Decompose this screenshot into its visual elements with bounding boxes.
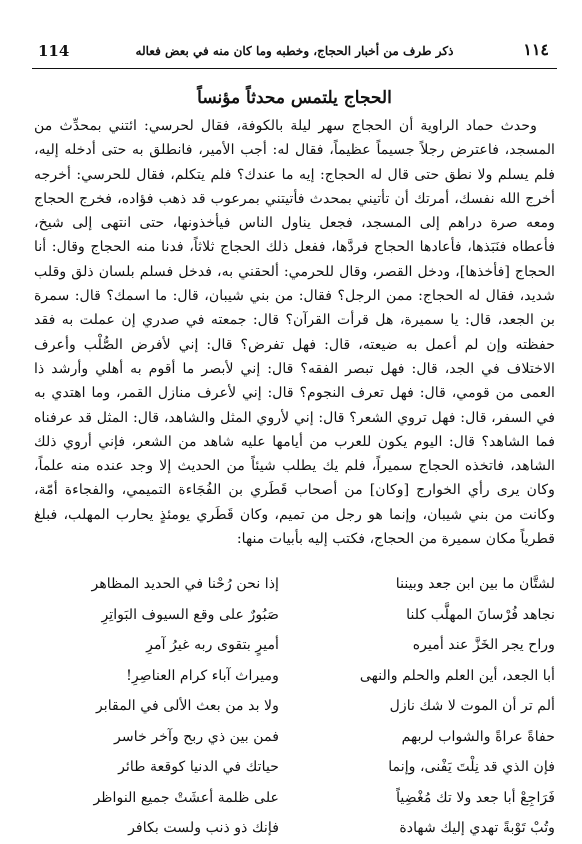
verse-second-half: فإنك ذو ذنب ولست بكافر [128,820,279,836]
verse-first-half: فإن الذي قد نِلْتَ يَفْنى، وإنما [388,759,555,775]
running-title: ذكر طرف من أخبار الحجاج، وخطبه وما كان منه في بعض فعاله [135,44,454,58]
verse-second-half: ولا بد من بعث الألى في المقابر [95,698,279,714]
verse-first-half: لشتَّان ما بين ابن جعد وبيننا [395,576,555,592]
verse [34,630,555,661]
page-number-latin: 114 [38,42,70,60]
verse-second-half: إذا نحن رُحْنا في الحديد المظاهر [91,576,279,592]
paragraph: وحدث حماد الراوية أن الحجاج سهر ليلة بالكوفة، فقال لحرسي: ائتني بمحدِّث من المسجد، فاعترض رجلاً جسيماً عظيماً، فقال له: أجب الأمير، فانطلق به حتى أدخله إليه، فلم يسلم ولا نطق حتى قال له الحجاج: إيه ما عندك؟ فلم يتكلم، فقال للحرسي: أخرجه أخرج الله نفسك، أمرتك أن تأتيني بمحدث فأتيتني بمرعوب قد ذهب فؤاده، فخرج الحجاج ومعه صرة دراهم إلى المسجد، فجعل يناول الناس فيأخذونها، حتى انتهى إلى شيخ، فأعطاه فنَبَذها، فأعادها الحجاج فردَّها، ففعل ذلك الحجاج ثلاثاً، فدنا منه الحجاج وقال: أنا الحجاج [فأخذها]، ودخل القصر، وقال للحرمي: ألحقني به، فدخل فسلم بلسان ذلق وقلب شديد، فقال له الحجاج: ممن الرجل؟ فقال: من بني شيبان، قال: ما اسمك؟ قال: سمرة بن الجعد، قال: يا سميرة، هل قرأت القرآن؟ قال: جمعته في صدري إن عملت به فقد حفظته وإن لم أعمل به ضيعته، قال: فهل تفرض؟ قال: إني لأفرض الصُّلْب وأعرف الاختلاف في الجد، قال: فهل تبصر الفقه؟ قال: إني لأبصر ما أقوم به أهلي وأرشد ذا العمى من قومي، قال: فهل تعرف النجوم؟ قال: إني لأعرف منازل القمر، وما اهتدي به في السفر، قال: فهل تروي الشعر؟ قال: إني لأروي المثل والشاهد، قال: المثل قد عرفناه فما الشاهد؟ قال: اليوم يكون للعرب من أيامها عليه شاهد من الشعر، فإني أروي ذلك الشاهد، فاتخذه الحجاج سميراً، فلم يك يطلب شيئاً من الحديث إلا وجد عنده منه علماً، وكان يرى رأي الخوارج [وكان] من أصحاب قَطَري بن الفُجَاءة التميمي، والفجاءة أمّة، وكانت من بني شيبان، وإنما هو رجل من تميم، وكان قَطَري يومئذٍ يحارب المهلب، فبلغ قطرياً مكان سميرة من الحجاج، فكتب إليه بأبيات منها: [34,118,555,548]
verse [34,691,555,722]
verse-first-half: فَرَاجِعْ أبا جعد ولا تك مُغْضِياً [396,789,555,806]
body-text [34,114,555,551]
verse-second-half: صَبُورٌ على وقع السيوف البَواتِرِ [101,606,279,623]
verse [34,813,555,844]
verse [34,783,555,814]
verse [34,722,555,753]
verse [34,600,555,631]
verse-second-half: أميرٍ بتقوى ربه غيرُ آمرِ [146,637,279,653]
verse [34,661,555,692]
page-header [32,38,557,69]
section-title: الحجاج يلتمس محدثاً مؤنساً [197,88,392,108]
verse-second-half: فمن بين ذي ربح وآخر خاسر [114,728,279,745]
verse-first-half: أبا الجعد، أين العلم والحلم والنهى [359,667,555,684]
verse-second-half: وميراث آباء كرام العناصِرِ! [126,667,279,684]
verse-first-half: وتُبْ تَوْبةً تهدي إليك شهادة [399,820,555,836]
page-number-arabic: ١١٤ [523,40,549,59]
verse [34,569,555,600]
verse [34,752,555,783]
verse-second-half: على ظلمة أعشَتْ جميع النواظر [93,789,279,806]
poem [34,569,555,844]
verse-first-half: نجاهد فُرْسانَ المهلَّب كلنا [406,606,555,623]
verse-second-half: حياتك في الدنيا كوقعة طائر [118,759,279,775]
verse-first-half: حفاةً عراةً والشواب لربهم [401,728,555,745]
verse-first-half: ألم تر أن الموت لا شك نازل [389,698,555,714]
verse-first-half: وراح يجر الخَزَّ عند أميره [412,637,555,653]
